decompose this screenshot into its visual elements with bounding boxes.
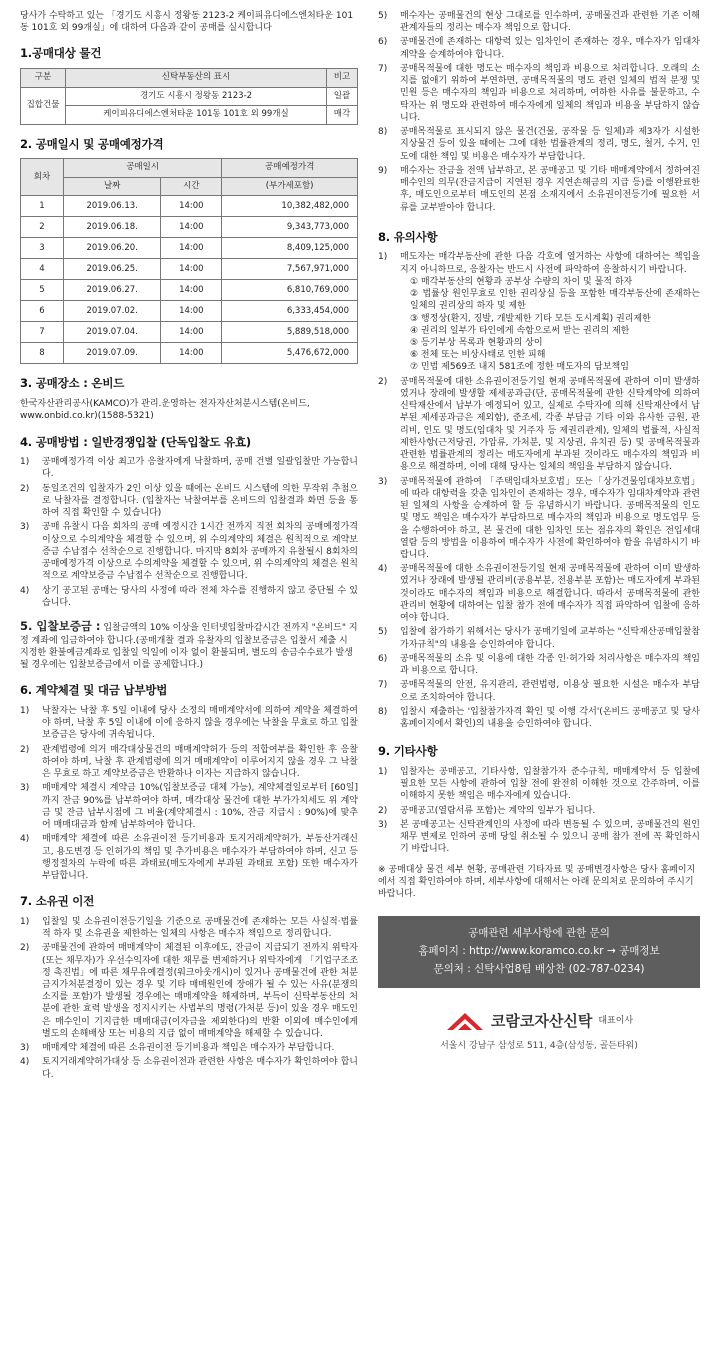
list-item: 4) 매매계약 체결에 따른 소유권이전 등기비용과 토지거래계약허가, 부동산거래신고, 용도변경 등 인허가의 책임 및 추가비용은 매수자가 부담하여야 하며, 신고 등 행정절차의 누락에 따른 과태료(매도자에게 부과된 과태료 포함) 또한 매수자가 부담합니다.	[20, 834, 358, 881]
list-item: 2) 공매공고(열람서류 포함)는 계약의 일부가 됩니다.	[378, 805, 596, 816]
auction-schedule-table	[20, 158, 358, 364]
list-item: 6) 공매물건에 존재하는 대항력 있는 임차인이 존재하는 경우, 매수자가 임대차계약을 승계하여야 합니다.	[378, 37, 700, 60]
list-item: 1) 입찰자는 공매공고, 기타사항, 입찰참가자 준수규칙, 매매계약서 등 입찰에 필요한 모든 사항에 관하여 입찰 전에 완전히 이해한 것으로 간주하며, 이를 이해하지 못한 책임은 매수자에게 있습니다.	[378, 766, 700, 802]
company-name: 코람코자산신탁	[490, 1011, 593, 1030]
list-item: 1) 공매예정가격 이상 최고가 응찰자에게 낙찰하며, 공매 건별 일괄입찰만 가능합니다.	[20, 457, 358, 480]
notice-text: ※ 공매대상 물건 세부 현황, 공매관련 기타자료 및 공매변경사항은 당사 홈페이지에서 직접 확인하여야 하며, 세부사항에 대해서는 아래 문의처로 문의하여 주시기 바랍니다.	[378, 864, 696, 900]
section-3-body: 한국자산관리공사(KAMCO)가 관리.운영하는 전자자산처분시스템(온비드, www.onbid.co.kr)(1588-5321)	[20, 399, 310, 422]
contact-title: 공매관련 세부사항에 관한 문의	[468, 927, 610, 940]
sub-item: ④ 권리의 일부가 타인에게 속함으로써 받는 권리의 제한	[410, 325, 630, 336]
section-6-title: 6. 계약체결 및 대금 납부방법	[20, 683, 168, 698]
property-address: 경기도 시흥시 정왕동 2123-2	[66, 87, 327, 106]
list-item: 5) 입찰에 참가하기 위해서는 당사가 공매기일에 교부하는 "신탁재산공매입찰참가자규칙"의 내용을 승인하여야 합니다.	[378, 627, 700, 650]
list-item: 8) 공매목적물로 표시되지 않은 물건(건물, 공작물 등 일체)과 제3자가 시설한 지상물건 등이 있을 때에는 그에 대한 법률관계의 정리, 명도, 철거, 수거, 인도에 대한 책임 및 비용은 매수자가 부담합니다.	[378, 127, 700, 162]
header-time: 시간	[161, 177, 222, 196]
list-item: 1) 입찰일 및 소유권이전등기일을 기준으로 공매물건에 존재하는 모든 사실적·법률적 하자 및 소유권을 제한하는 일체의 사항은 매수자 책임으로 정리합니다.	[20, 916, 358, 940]
category-cell: 집합건물	[21, 87, 66, 124]
section-2-title: 2. 공매일시 및 공매예정가격	[20, 136, 164, 151]
list-item: 2) 동일조건의 입찰자가 2인 이상 있을 때에는 온비드 시스템에 의한 무작위 추첨으로 낙찰자를 결정합니다. (입찰자는 낙찰여부를 온비드의 입찰결과 화면 등을 통하여 직접 확인할 수 있습니다)	[20, 483, 358, 519]
section-8-list	[378, 251, 700, 730]
contact-box	[378, 916, 700, 988]
koramco-logo-icon	[445, 1010, 485, 1032]
header-remarks: 비고	[327, 69, 358, 88]
right-column	[378, 10, 700, 1052]
section-7-list-continued	[378, 10, 700, 214]
list-item: 7) 공매목적물에 대한 명도는 매수자의 책임과 비용으로 처리합니다. 오래의 소지를 없애기 위하여 부연하면, 공매목적물의 명도 관련 일체의 법적 분쟁 및 민원 등은 매수자의 책임과 비용으로 처리하며, 여하한 사유를 불문하고, 수탁자는 위 명도와 관련하여 매수자에게 일체의 책임과 비용을 부담하지 않습니다.	[378, 63, 700, 123]
list-item: 1) 매도자는 매각부동산에 관한 다음 각호에 열거하는 사항에 대하여는 책임을 지지 아니하므로, 응찰자는 반드시 사전에 파악하여 응찰하시기 바랍니다. ① 매각부동산의 현황과 공부상 수량의 차이 및 물적 하자 ② 법률상 원인무효로 인한 권리상실 등을 포함한 매각부동산에 존재하는 일체의 권리상의 하자 및 제한 ③ 행정상(환지, 징발, 개발제한 기타 모든 도시계획) 권리제한 ④ 권리의 일부가 타인에게 속함으로써 받는 권리의 제한 ⑤ 등기부상 목록과 현황과의 상이 ⑥ 전체 또는 비상사태로 인한 피해 ⑦ 민법 제569조 내지 581조에 정한 매도자의 담보책임	[378, 252, 700, 373]
left-column	[20, 10, 358, 1083]
company-logo	[445, 1010, 633, 1032]
list-item: 3) 공매목적물에 관하여 「주택임대차보호법」또는「상가건물임대차보호법」에 따라 대항력을 갖춘 임차인이 존재하는 경우, 매수자가 임대차계약과 관련된 일체의 사항을 승계하여 할 등 유념하시기 바랍니다. 공매목적물의 인도 및 명도 책임은 매수자가 부담하므로 매수자의 책임과 비용으로 명도업무 등을 수행하여야 하고, 본 물건에 대한 임차인 또는 점유자의 확인은 전입세대 열람 등의 방법을 이용하여 매수자가 사전에 확인하여야 함을 유념하시기 바랍니다.	[378, 476, 700, 560]
sub-item: ② 법률상 원인무효로 인한 권리상실 등을 포함한 매각부동산에 존재하는 일체의 권리상의 하자 및 제한	[410, 289, 700, 312]
table-row: 4 2019.06.25. 14:00 7,567,971,000	[21, 259, 358, 280]
list-item: 3) 매매계약 체결에 따른 소유권이전 등기비용과 책임은 매수자가 부담합니다.	[20, 1043, 335, 1054]
sub-item: ⑦ 민법 제569조 내지 581조에 정한 매도자의 담보책임	[410, 362, 629, 373]
list-item: 3) 본 공매공고는 신탁관계인의 사정에 따라 변동될 수 있으며, 공매물건의 원인채무 변제로 인하여 공매 당일 취소될 수 있으니 공매 참가 전에 꼭 확인하시기 바랍니다.	[378, 819, 700, 855]
list-item: 9) 매수자는 잔금을 전액 납부하고, 본 공매공고 및 기타 매매계약에서 정하여진 매수인의 의무(잔금지급이 지연된 경우 지연손해금의 지급 등)를 이행완료한 후, 매도인으로부터 매도인의 본점 소재지에서 소유권이전등기에 필요한 서류를 교부받아야 합니다.	[378, 165, 700, 213]
contact-homepage: 홈페이지 : http://www.koramco.co.kr → 공매정보	[418, 945, 660, 958]
header-round: 회차	[21, 159, 64, 196]
list-item: 3) 매매계약 체결시 계약금 10%(입찰보증금 대체 가능), 계약체결일로부터 [60일]까지 잔금 90%를 납부하여야 하며, 매각대상 물건에 대한 부가가치세도 위 계약금 및 잔금 납부시점에 그 비율(계약체결시 : 10%, 잔금 지급시 : 90%)에 맞추어 매매대금과 함께 납부하여야 합니다.	[20, 783, 358, 831]
ceo-label: 대표이사	[598, 1015, 634, 1026]
company-footer	[378, 1010, 700, 1052]
remark-cell: 일괄	[327, 87, 358, 106]
sub-item: ⑤ 등기부상 목록과 현황과의 상이	[410, 338, 543, 349]
header-price-vat: (부가세포함)	[222, 177, 358, 196]
table-row: 1 2019.06.13. 14:00 10,382,482,000	[21, 196, 358, 217]
section-6-list	[20, 705, 358, 882]
table-row: 6 2019.07.02. 14:00 6,333,454,000	[21, 301, 358, 322]
header-price: 공매예정가격	[222, 159, 358, 178]
section-9-list	[378, 766, 700, 856]
list-item: 6) 공매목적물의 소유 및 이용에 대한 각종 인·허가와 처리사항은 매수자의 책임과 비용으로 합니다.	[378, 653, 700, 677]
contact-inquiry: 문의처 : 신탁사업8팀 배상찬 (02-787-0234)	[433, 962, 645, 975]
header-date: 날짜	[64, 177, 161, 196]
company-address: 서울시 강남구 삼성로 511, 4층(삼성동, 골든타워)	[440, 1041, 638, 1052]
list-item: 5) 매수자는 공매물건의 현상 그대로를 인수하며, 공매물건과 관련한 기존 이해관계자들의 정리는 매수자 책임으로 합니다.	[378, 11, 700, 34]
list-item: 2) 공매물건에 관하여 매매계약이 체결된 이후에도, 잔금이 지급되기 전까지 위탁자(또는 채무자)가 우선수익자에 대한 채무를 변제하거나 위탁자에게 「기업구조조정 촉진법」에 따른 채무유예결정(워크아웃개시)이 있거나 공매물건에 관한 처분금지가처분결정이 있는 경우 및 기타 매매원인에 장애가 될 수 있는 사유(분쟁의 소지를 포함)가 발생될 경우에는 매매계약을 해제하며, 부득이 신탁부동산의 처분에 관한 효력 발생을 정지시키는 사법부의 명령(가처분 등)이 있을 경우 매도인은 매수인이 기지급한 매매대금(이자금을 제외한다)의 반환 이외에 매수인에게 별도의 손해배상 또는 비용의 지급 없이 매매계약을 해제할 수 있습니다.	[20, 943, 358, 1039]
section-3-title: 3. 공매장소 : 온비드	[20, 376, 125, 391]
section-5	[20, 619, 358, 671]
disclaimer-sublist	[400, 276, 700, 374]
table-row: 3 2019.06.20. 14:00 8,409,125,000	[21, 238, 358, 259]
property-units: 케이피유디에스엔처타운 101동 101호 외 99개실	[66, 106, 327, 125]
list-item: 4) 상기 공고된 공매는 당사의 사정에 따라 전체 차수를 진행하지 않고 중단될 수 있습니다.	[20, 585, 358, 608]
section-7-title: 7. 소유권 이전	[20, 894, 95, 909]
list-item: 8) 입찰시 제출하는 '입찰참가자격 확인 및 이행 각서'(온비드 공매공고 및 당사 홈페이지에서 확인)의 내용을 승인하여야 합니다.	[378, 706, 700, 730]
section-4-list	[20, 456, 358, 609]
intro-text: 당사가 수탁하고 있는 「경기도 시흥시 정왕동 2123-2 케이피유디에스엔처타운 101동 101호 외 99개실」에 대하여 다음과 같이 공매를 실시합니다	[20, 11, 354, 34]
table-row: 5 2019.06.27. 14:00 6,810,769,000	[21, 280, 358, 301]
header-category: 구분	[21, 69, 66, 88]
table-row: 2 2019.06.18. 14:00 9,343,773,000	[21, 217, 358, 238]
property-table	[20, 68, 358, 125]
sub-item: ① 매각부동산의 현황과 공부상 수량의 차이 및 물적 하자	[410, 276, 633, 287]
section-9-title: 9. 기타사항	[378, 744, 438, 759]
list-item: 3) 공매 유찰시 다음 회차의 공매 예정시간 1시간 전까지 직전 회차의 공매예정가격 이상으로 수의계약을 체결할 수 있으며, 위 수의계약의 체결은 원칙적으로 계약보증금 수납접수 선착순으로 진행합니다. 마지막 8회차 공매까지 유찰될시 8회차의 공매예정가격 이상으로 수의계약을 체결할 수 있으며, 위 수의계약의 체결은 원칙적으로 계약보증금 수납접수 선착순으로 진행합니다.	[20, 522, 358, 582]
sub-item: ⑥ 전체 또는 비상사태로 인한 피해	[410, 350, 546, 361]
list-item: 2) 관계법령에 의거 매각대상물건의 매매계약허가 등의 적합여부를 확인한 후 응찰하여야 하며, 낙찰 후 관계법령에 의거 매매계약이 이루어지지 않을 경우 그 낙찰은 무효로 하고 계약보증금은 반환하나 이자는 지급하지 않습니다.	[20, 744, 358, 780]
list-item: 4) 공매목적물에 대한 소유권이전등기일 현재 공매목적물에 관하여 이미 발생하였거나 장래에 발생될 관리비(공용부분, 전용부분 포함)는 매도자에게 부과된 것이라도 매수자의 책임과 비용으로 해결합니다. 따라서 공매목적물에 관한 관리비 현황에 대하여는 입찰 참가 전에 매수자가 직접 파악하여 입찰에 응하여야 합니다.	[378, 564, 700, 624]
remark-cell: 매각	[327, 106, 358, 125]
list-item: 7) 공매목적물의 안전, 유지관리, 관련법령, 이용상 필요한 시설은 매수자 부담으로 조치하여야 합니다.	[378, 680, 700, 703]
sub-item: ③ 행정상(환지, 징발, 개발제한 기타 모든 도시계획) 권리제한	[410, 313, 651, 324]
section-5-body: 입찰금액의 10% 이상을 인터넷입찰마감시간 전까지 "온비드" 지정 계좌에 입금하여야 합니다.(공매개찰 결과 유찰자의 입찰보증금은 입찰서 제출 시 지정한 환불예금계좌로 입찰일 익일에 이자 없이 환불되며, 별도의 송금수수료가 발생될 경우에는 입찰보증금에서 이를 공제합니다.)	[20, 622, 358, 671]
table-row: 7 2019.07.04. 14:00 5,889,518,000	[21, 322, 358, 343]
header-datetime: 공매일시	[64, 159, 222, 178]
list-item: 1) 낙찰자는 낙찰 후 5일 이내에 당사 소정의 매매계약서에 의하여 계약을 체결하여야 하며, 낙찰 후 5일 이내에 이에 응하지 않을 경우에는 낙찰을 무효로 하고 입찰보증금은 당사에 귀속됩니다.	[20, 705, 358, 741]
section-1-title: 1.공매대상 물건	[20, 46, 102, 61]
section-8-title: 8. 유의사항	[378, 229, 438, 244]
section-4-title: 4. 공매방법 : 일반경쟁입찰 (단독입찰도 유효)	[20, 434, 251, 449]
section-5-title: 5. 입찰보증금 :	[20, 618, 101, 633]
list-item: 4) 토지거래계약허가대상 등 소유권이전과 관련한 사항은 매수자가 확인하여야 합니다.	[20, 1057, 358, 1080]
section-7-list	[20, 916, 358, 1081]
table-row: 8 2019.07.09. 14:00 5,476,672,000	[21, 343, 358, 364]
list-item: 2) 공매목적물에 대한 소유권이전등기일 현재 공매목적물에 관하여 이미 발생하였거나 장래에 발생할 제세공과금(단, 공매목적물에 관한 신탁계약에 의하여 신탁재산에서 납부가 예정되어 있고, 실제로 수탁자에 의해 신탁재산에서 납부된 제세공과금은 제외함), 준조세, 각종 부담금 기타 이와 유사한 금원, 관리비, 인도 및 명도(임대차 및 거주자 등 제권리관계), 일체의 법률적, 사실적 제한사항(근저당권, 가압류, 가처분, 및 지상권, 유치권 등) 및 공매목적물과 관련한 법률관계의 정리는 매도자에게 부과된 것이라도 매수자의 책임과 비용으로 해결하며, 이에 대해 당사는 일체의 책임을 부담하지 않습니다.	[378, 376, 700, 473]
header-description: 신탁부동산의 표시	[66, 69, 327, 88]
